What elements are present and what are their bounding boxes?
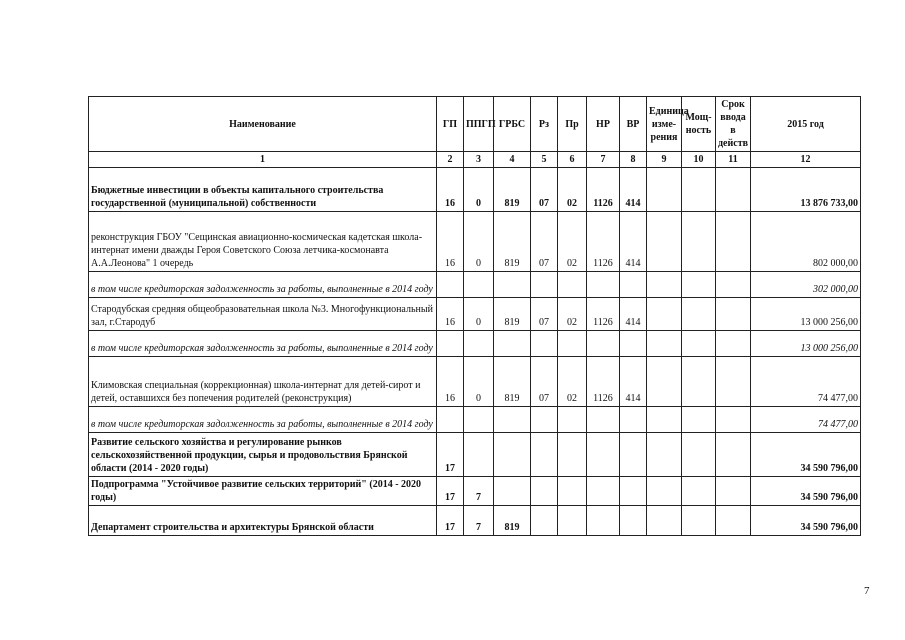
cell-grbs [494, 477, 531, 506]
cell-power [682, 168, 716, 212]
cell-pr [558, 331, 587, 357]
cell-gp [437, 407, 464, 433]
cell-name: реконструкция ГБОУ "Сещинская авиационно-космическая кадетская школа-интернат имени дважды Героя Советского Союза летчика-космонавта А.А.Леонова" 1 очередь [89, 212, 437, 272]
table-row [89, 477, 861, 506]
table-body [89, 168, 861, 536]
cell-gp: 16 [437, 357, 464, 407]
cell-nr: 1126 [587, 168, 620, 212]
cell-grbs [494, 331, 531, 357]
column-number: 2 [437, 152, 464, 168]
header-pr: Пр [558, 97, 587, 152]
cell-nr [587, 331, 620, 357]
cell-rz [531, 433, 558, 477]
cell-term [716, 433, 751, 477]
header-nr: НР [587, 97, 620, 152]
cell-gp: 16 [437, 212, 464, 272]
cell-gp: 17 [437, 506, 464, 536]
cell-vr [620, 477, 647, 506]
cell-nr [587, 506, 620, 536]
cell-nr [587, 477, 620, 506]
cell-grbs [494, 407, 531, 433]
cell-gp: 17 [437, 433, 464, 477]
cell-rz [531, 477, 558, 506]
cell-pr: 02 [558, 168, 587, 212]
column-number: 9 [647, 152, 682, 168]
cell-amount: 34 590 796,00 [751, 506, 861, 536]
header-row [89, 97, 861, 152]
cell-unit [647, 298, 682, 331]
cell-term [716, 407, 751, 433]
cell-power [682, 407, 716, 433]
cell-name: Климовская специальная (коррекционная) школа-интернат для детей-сирот и детей, оставшихся без попечения родителей (реконструкция) [89, 357, 437, 407]
cell-rz [531, 272, 558, 298]
column-number: 12 [751, 152, 861, 168]
cell-amount: 302 000,00 [751, 272, 861, 298]
cell-unit [647, 212, 682, 272]
cell-name: в том числе кредиторская задолженность за работы, выполненные в 2014 году [89, 407, 437, 433]
cell-ppgp [464, 331, 494, 357]
cell-amount: 802 000,00 [751, 212, 861, 272]
cell-power [682, 477, 716, 506]
cell-vr: 414 [620, 357, 647, 407]
cell-ppgp: 7 [464, 506, 494, 536]
cell-power [682, 357, 716, 407]
cell-vr [620, 433, 647, 477]
header-unit: Единица изме-рения [647, 97, 682, 152]
budget-table [88, 96, 861, 536]
column-number: 4 [494, 152, 531, 168]
table-row [89, 331, 861, 357]
cell-nr [587, 272, 620, 298]
cell-vr [620, 272, 647, 298]
column-number: 11 [716, 152, 751, 168]
cell-grbs [494, 433, 531, 477]
header-term: Срок ввода в действ [716, 97, 751, 152]
cell-term [716, 477, 751, 506]
header-vr: ВР [620, 97, 647, 152]
cell-unit [647, 506, 682, 536]
cell-vr [620, 506, 647, 536]
cell-vr [620, 407, 647, 433]
cell-unit [647, 168, 682, 212]
cell-name: Развитие сельского хозяйства и регулирование рынков сельскохозяйственной продукции, сырья и продовольствия Брянской области (2014 - 2020 годы) [89, 433, 437, 477]
cell-rz: 07 [531, 212, 558, 272]
header-name: Наименование [89, 97, 437, 152]
header-grbs: ГРБС [494, 97, 531, 152]
cell-amount: 74 477,00 [751, 357, 861, 407]
cell-rz: 07 [531, 357, 558, 407]
cell-name: Подпрограмма "Устойчивое развитие сельских территорий" (2014 - 2020 годы) [89, 477, 437, 506]
cell-name: Стародубская средняя общеобразовательная школа №3. Многофункциональный зал, г.Стародуб [89, 298, 437, 331]
header-ppgp: ППГП [464, 97, 494, 152]
cell-gp [437, 331, 464, 357]
cell-gp [437, 272, 464, 298]
cell-term [716, 357, 751, 407]
page-number: 7 [864, 585, 870, 597]
cell-unit [647, 433, 682, 477]
table-row [89, 212, 861, 272]
cell-grbs [494, 272, 531, 298]
cell-pr: 02 [558, 357, 587, 407]
cell-term [716, 331, 751, 357]
cell-nr: 1126 [587, 357, 620, 407]
table-row [89, 298, 861, 331]
column-number: 8 [620, 152, 647, 168]
cell-pr: 02 [558, 212, 587, 272]
column-number: 7 [587, 152, 620, 168]
cell-amount: 13 876 733,00 [751, 168, 861, 212]
cell-pr [558, 433, 587, 477]
cell-pr [558, 407, 587, 433]
column-number: 1 [89, 152, 437, 168]
cell-pr [558, 506, 587, 536]
cell-gp: 17 [437, 477, 464, 506]
cell-rz: 07 [531, 298, 558, 331]
cell-unit [647, 407, 682, 433]
cell-unit [647, 331, 682, 357]
cell-amount: 13 000 256,00 [751, 331, 861, 357]
cell-gp: 16 [437, 298, 464, 331]
cell-unit [647, 477, 682, 506]
cell-grbs: 819 [494, 506, 531, 536]
cell-nr [587, 433, 620, 477]
column-number-row [89, 152, 861, 168]
header-rz: Рз [531, 97, 558, 152]
table-row [89, 433, 861, 477]
cell-term [716, 298, 751, 331]
cell-term [716, 506, 751, 536]
cell-power [682, 298, 716, 331]
table-row [89, 272, 861, 298]
table-row [89, 357, 861, 407]
cell-grbs: 819 [494, 168, 531, 212]
column-number: 5 [531, 152, 558, 168]
cell-gp: 16 [437, 168, 464, 212]
cell-power [682, 433, 716, 477]
cell-unit [647, 357, 682, 407]
cell-term [716, 168, 751, 212]
cell-name: Департамент строительства и архитектуры Брянской области [89, 506, 437, 536]
header-gp: ГП [437, 97, 464, 152]
cell-power [682, 506, 716, 536]
header-power: Мощ-ность [682, 97, 716, 152]
table-row [89, 407, 861, 433]
cell-grbs: 819 [494, 298, 531, 331]
cell-ppgp [464, 407, 494, 433]
cell-amount: 74 477,00 [751, 407, 861, 433]
cell-rz [531, 331, 558, 357]
cell-vr [620, 331, 647, 357]
cell-grbs: 819 [494, 357, 531, 407]
cell-amount: 13 000 256,00 [751, 298, 861, 331]
cell-power [682, 212, 716, 272]
column-number: 10 [682, 152, 716, 168]
cell-ppgp: 0 [464, 212, 494, 272]
cell-power [682, 331, 716, 357]
column-number: 6 [558, 152, 587, 168]
header-year: 2015 год [751, 97, 861, 152]
cell-rz [531, 506, 558, 536]
cell-ppgp: 0 [464, 168, 494, 212]
table-row [89, 506, 861, 536]
cell-nr: 1126 [587, 298, 620, 331]
cell-ppgp [464, 272, 494, 298]
cell-pr: 02 [558, 298, 587, 331]
cell-rz [531, 407, 558, 433]
cell-ppgp: 0 [464, 298, 494, 331]
cell-amount: 34 590 796,00 [751, 433, 861, 477]
cell-term [716, 272, 751, 298]
cell-ppgp: 7 [464, 477, 494, 506]
column-number: 3 [464, 152, 494, 168]
cell-name: Бюджетные инвестиции в объекты капитального строительства государственной (муниципальной) собственности [89, 168, 437, 212]
cell-vr: 414 [620, 298, 647, 331]
cell-term [716, 212, 751, 272]
cell-vr: 414 [620, 168, 647, 212]
cell-vr: 414 [620, 212, 647, 272]
cell-unit [647, 272, 682, 298]
cell-nr: 1126 [587, 212, 620, 272]
cell-power [682, 272, 716, 298]
cell-pr [558, 272, 587, 298]
cell-name: в том числе кредиторская задолженность за работы, выполненные в 2014 году [89, 331, 437, 357]
cell-ppgp [464, 433, 494, 477]
cell-grbs: 819 [494, 212, 531, 272]
cell-ppgp: 0 [464, 357, 494, 407]
table-row [89, 168, 861, 212]
cell-nr [587, 407, 620, 433]
cell-rz: 07 [531, 168, 558, 212]
cell-pr [558, 477, 587, 506]
cell-name: в том числе кредиторская задолженность за работы, выполненные в 2014 году [89, 272, 437, 298]
cell-amount: 34 590 796,00 [751, 477, 861, 506]
